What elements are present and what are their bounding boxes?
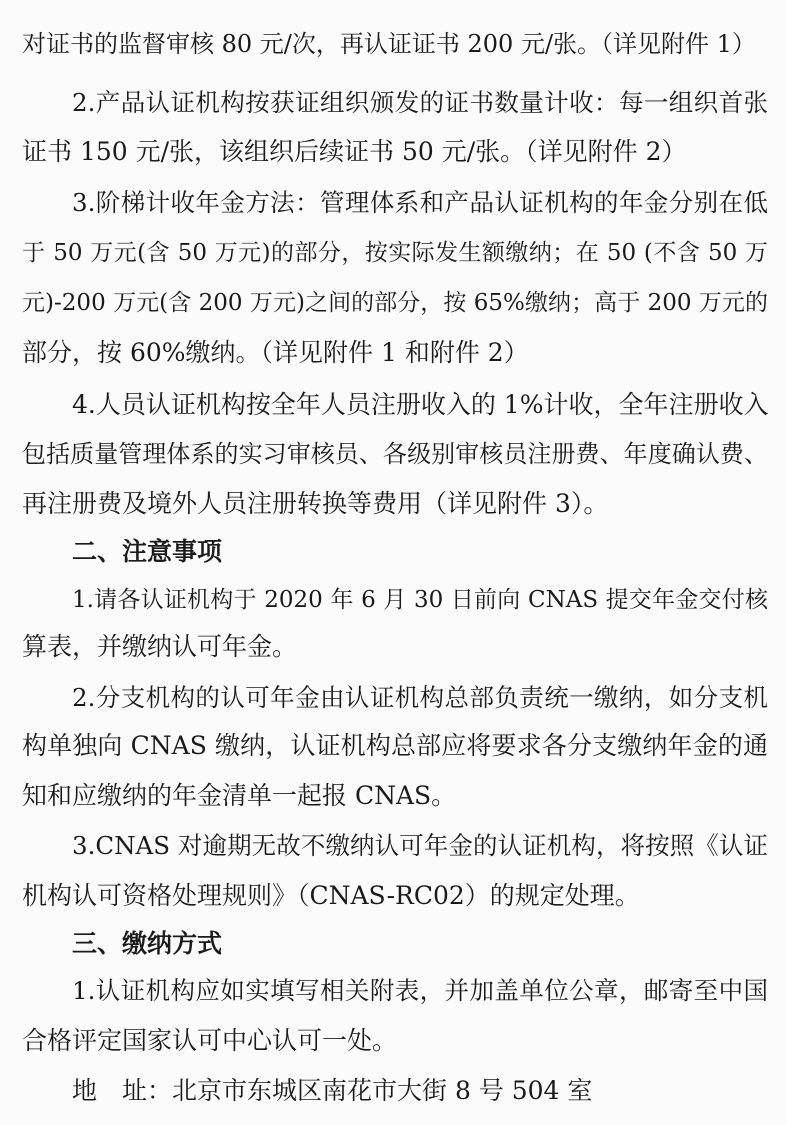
text-line: 2.产品认证机构按获证组织颁发的证书数量计收：每一组织首张 [72,88,768,117]
text-line: 合格评定国家认可中心认可一处。 [22,1026,398,1055]
section-heading: 三、缴纳方式 [72,929,223,958]
address-line: 地 址：北京市东城区南花市大街 8 号 504 室 [72,1076,593,1105]
text-line: 包括质量管理体系的实习审核员、各级别审核员注册费、年度确认费、 [22,440,768,468]
text-line: 3.CNAS 对逾期无故不缴纳认可年金的认证机构，将按照《认证 [72,831,768,860]
text-line: 机构认可资格处理规则》（CNAS-RC02）的规定处理。 [22,881,640,910]
text-line: 4.人员认证机构按全年人员注册收入的 1%计收，全年注册收入 [72,390,769,419]
text-line: 知和应缴纳的年金清单一起报 CNAS。 [22,781,457,810]
text-line: 部分，按 60%缴纳。（详见附件 1 和附件 2） [22,338,529,367]
text-line: 于 50 万元(含 50 万元)的部分，按实际发生额缴纳；在 50 (不含 50 万 [22,240,768,266]
text-line: 2.分支机构的认可年金由认证机构总部负责统一缴纳，如分支机 [72,683,768,712]
text-line: 1.请各认证机构于 2020 年 6 月 30 日前向 CNAS 提交年金交付核 [72,587,768,613]
text-line: 算表，并缴纳认可年金。 [22,632,298,661]
section-heading: 二、注意事项 [72,537,223,566]
text-line: 对证书的监督审核 80 元/次，再认证证书 200 元/张。（详见附件 1） [22,30,756,58]
text-line: 构单独向 CNAS 缴纳，认证机构总部应将要求各分支缴纳年金的通 [22,731,768,760]
text-line: 元)-200 万元(含 200 万元)之间的部分，按 65%缴纳；高于 200 万元的 [22,290,768,316]
text-line: 1.认证机构应如实填写相关附表，并加盖单位公章，邮寄至中国 [72,976,768,1005]
text-line: 3.阶梯计收年金方法：管理体系和产品认证机构的年金分别在低 [72,188,768,217]
text-line: 再注册费及境外人员注册转换等费用（详见附件 3）。 [22,489,609,518]
text-line: 证书 150 元/张，该组织后续证书 50 元/张。（详见附件 2） [22,137,687,166]
